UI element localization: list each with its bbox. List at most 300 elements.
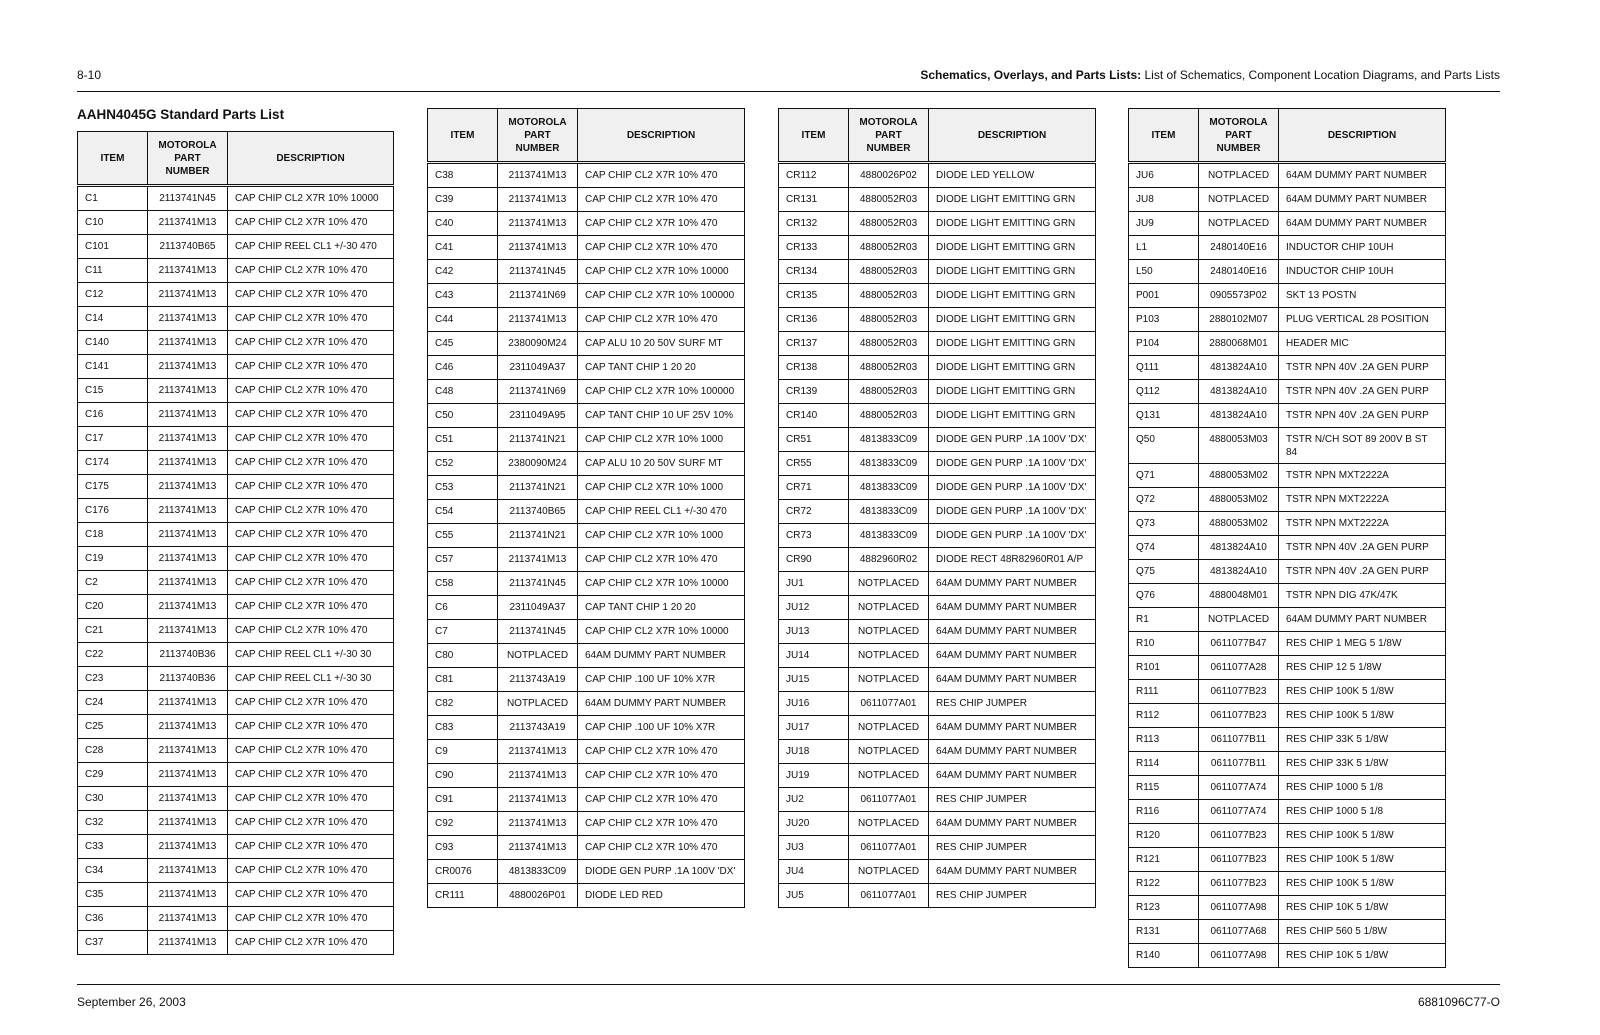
table-row <box>428 524 745 548</box>
table-row <box>1129 656 1446 680</box>
table-row <box>78 667 394 691</box>
item-cell: CR139 <box>779 380 849 404</box>
part-number-cell: 2311049A95 <box>498 404 578 428</box>
column-header-part-line: NUMBER <box>165 165 210 177</box>
item-cell: JU5 <box>779 884 849 908</box>
table-row <box>779 644 1096 668</box>
part-number-cell: 4882960R02 <box>849 548 929 572</box>
table-row <box>1129 752 1446 776</box>
description-cell: 64AM DUMMY PART NUMBER <box>929 596 1096 620</box>
footer-doc-code: 6881096C77-O <box>1417 995 1500 1009</box>
part-number-cell: 2113741M13 <box>148 331 228 355</box>
description-cell: DIODE GEN PURP .1A 100V 'DX' <box>929 452 1096 476</box>
table-row <box>78 691 394 715</box>
description-cell: CAP CHIP CL2 X7R 10% 470 <box>228 739 394 763</box>
description-cell: TSTR NPN MXT2222A <box>1279 512 1446 536</box>
table-row <box>779 788 1096 812</box>
table-row <box>428 596 745 620</box>
part-number-cell: 2113743A19 <box>498 716 578 740</box>
part-number-cell: 2113740B36 <box>148 643 228 667</box>
part-number-cell: 2880102M07 <box>1199 308 1279 332</box>
description-cell: CAP ALU 10 20 50V SURF MT <box>578 332 745 356</box>
description-cell: CAP CHIP REEL CL1 +/-30 30 <box>228 643 394 667</box>
table-row <box>78 739 394 763</box>
part-number-cell: 2113741M13 <box>148 403 228 427</box>
part-number-cell: 0611077A98 <box>1199 944 1279 968</box>
column-header-part-line: NUMBER <box>1216 142 1261 154</box>
part-number-cell: 2113741M13 <box>498 212 578 236</box>
table-row <box>779 524 1096 548</box>
column-header-part-number <box>148 132 228 186</box>
part-number-cell: 4813824A10 <box>1199 404 1279 428</box>
item-cell: C18 <box>78 523 148 547</box>
part-number-cell: 2311049A37 <box>498 596 578 620</box>
description-cell: RES CHIP JUMPER <box>929 788 1096 812</box>
part-number-cell: 2113741M13 <box>148 523 228 547</box>
item-cell: R114 <box>1129 752 1199 776</box>
description-cell: CAP CHIP CL2 X7R 10% 470 <box>228 715 394 739</box>
table-row <box>428 188 745 212</box>
description-cell: CAP CHIP CL2 X7R 10% 10000 <box>578 620 745 644</box>
table-row <box>1129 632 1446 656</box>
item-cell: R131 <box>1129 920 1199 944</box>
parts-table-1 <box>77 131 394 955</box>
item-cell: C54 <box>428 500 498 524</box>
description-cell: CAP CHIP CL2 X7R 10% 470 <box>578 188 745 212</box>
item-cell: C81 <box>428 668 498 692</box>
table-row <box>779 620 1096 644</box>
table-row <box>779 836 1096 860</box>
column-header-item: ITEM <box>1129 109 1199 163</box>
table-row <box>428 836 745 860</box>
table-row <box>1129 380 1446 404</box>
table-row <box>78 283 394 307</box>
item-cell: CR135 <box>779 284 849 308</box>
table-row <box>779 452 1096 476</box>
description-cell: RES CHIP 12 5 1/8W <box>1279 656 1446 680</box>
item-cell: C17 <box>78 427 148 451</box>
item-cell: C19 <box>78 547 148 571</box>
table-row <box>428 812 745 836</box>
table-row <box>78 355 394 379</box>
column-header-part-line: MOTOROLA <box>859 116 918 128</box>
item-cell: C40 <box>428 212 498 236</box>
part-number-cell: 4813833C09 <box>849 452 929 476</box>
item-cell: C22 <box>78 643 148 667</box>
description-cell: CAP CHIP CL2 X7R 10% 1000 <box>578 524 745 548</box>
table-row <box>428 260 745 284</box>
table-row <box>428 332 745 356</box>
item-cell: Q73 <box>1129 512 1199 536</box>
part-number-cell: 4813824A10 <box>1199 560 1279 584</box>
table-row <box>779 188 1096 212</box>
table-row <box>1129 212 1446 236</box>
part-number-cell: 2113741M13 <box>148 451 228 475</box>
part-number-cell: 2113743A19 <box>498 668 578 692</box>
item-cell: C34 <box>78 859 148 883</box>
column-header-description: DESCRIPTION <box>1279 109 1446 163</box>
table-row <box>779 212 1096 236</box>
table-row <box>428 308 745 332</box>
description-cell: CAP CHIP CL2 X7R 10% 470 <box>578 812 745 836</box>
item-cell: Q111 <box>1129 356 1199 380</box>
part-number-cell: 0611077A98 <box>1199 896 1279 920</box>
description-cell: RES CHIP 33K 5 1/8W <box>1279 752 1446 776</box>
part-number-cell: 0905573P02 <box>1199 284 1279 308</box>
part-number-cell: NOTPLACED <box>849 572 929 596</box>
column-header-part-line: NUMBER <box>515 142 560 154</box>
description-cell: 64AM DUMMY PART NUMBER <box>929 620 1096 644</box>
description-cell: TSTR NPN DIG 47K/47K <box>1279 584 1446 608</box>
table-row <box>78 883 394 907</box>
item-cell: C93 <box>428 836 498 860</box>
part-number-cell: NOTPLACED <box>1199 163 1279 188</box>
item-cell: C101 <box>78 235 148 259</box>
part-number-cell: 0611077A01 <box>849 788 929 812</box>
part-number-cell: NOTPLACED <box>849 764 929 788</box>
table-row <box>779 404 1096 428</box>
table-row <box>428 692 745 716</box>
table-row <box>1129 920 1446 944</box>
item-cell: JU1 <box>779 572 849 596</box>
part-number-cell: 2113741M13 <box>148 307 228 331</box>
part-number-cell: 2113741M13 <box>148 931 228 955</box>
part-number-cell: 2113741M13 <box>148 475 228 499</box>
table-row <box>428 764 745 788</box>
part-number-cell: 4813833C09 <box>849 524 929 548</box>
description-cell: SKT 13 POSTN <box>1279 284 1446 308</box>
item-cell: CR112 <box>779 163 849 188</box>
item-cell: C23 <box>78 667 148 691</box>
item-cell: R112 <box>1129 704 1199 728</box>
item-cell: C9 <box>428 740 498 764</box>
item-cell: R111 <box>1129 680 1199 704</box>
part-number-cell: NOTPLACED <box>498 692 578 716</box>
description-cell: RES CHIP JUMPER <box>929 692 1096 716</box>
part-number-cell: 0611077A01 <box>849 692 929 716</box>
description-cell: 64AM DUMMY PART NUMBER <box>929 572 1096 596</box>
table-row <box>779 884 1096 908</box>
item-cell: C57 <box>428 548 498 572</box>
part-number-cell: 0611077A01 <box>849 836 929 860</box>
part-number-cell: NOTPLACED <box>849 620 929 644</box>
parts-table-3 <box>778 108 1096 908</box>
description-cell: CAP CHIP CL2 X7R 10% 470 <box>228 547 394 571</box>
description-cell: 64AM DUMMY PART NUMBER <box>1279 212 1446 236</box>
item-cell: CR51 <box>779 428 849 452</box>
table-row <box>428 644 745 668</box>
part-number-cell: 4880052R03 <box>849 308 929 332</box>
item-cell: C51 <box>428 428 498 452</box>
item-cell: C42 <box>428 260 498 284</box>
part-number-cell: 4880052R03 <box>849 284 929 308</box>
description-cell: DIODE GEN PURP .1A 100V 'DX' <box>578 860 745 884</box>
part-number-cell: NOTPLACED <box>849 716 929 740</box>
table-row <box>779 716 1096 740</box>
description-cell: RES CHIP 33K 5 1/8W <box>1279 728 1446 752</box>
item-cell: C80 <box>428 644 498 668</box>
part-number-cell: 2113741M13 <box>498 308 578 332</box>
item-cell: C32 <box>78 811 148 835</box>
table-row <box>779 476 1096 500</box>
table-header-row <box>1129 109 1446 163</box>
part-number-cell: 2113741N45 <box>148 186 228 211</box>
description-cell: CAP CHIP .100 UF 10% X7R <box>578 668 745 692</box>
part-number-cell: 4813824A10 <box>1199 356 1279 380</box>
description-cell: DIODE LIGHT EMITTING GRN <box>929 308 1096 332</box>
description-cell: CAP CHIP CL2 X7R 10% 470 <box>578 836 745 860</box>
table-row <box>428 548 745 572</box>
table-row <box>1129 896 1446 920</box>
item-cell: C141 <box>78 355 148 379</box>
table-row <box>78 715 394 739</box>
description-cell: CAP CHIP CL2 X7R 10% 470 <box>228 811 394 835</box>
item-cell: R123 <box>1129 896 1199 920</box>
description-cell: RES CHIP JUMPER <box>929 836 1096 860</box>
description-cell: CAP CHIP REEL CL1 +/-30 470 <box>228 235 394 259</box>
table-row <box>78 547 394 571</box>
table-header-row <box>779 109 1096 163</box>
table-row <box>428 356 745 380</box>
table-row <box>428 740 745 764</box>
part-number-cell: 2113741N45 <box>498 260 578 284</box>
item-cell: CR55 <box>779 452 849 476</box>
description-cell: CAP CHIP CL2 X7R 10% 470 <box>228 763 394 787</box>
description-cell: CAP CHIP .100 UF 10% X7R <box>578 716 745 740</box>
part-number-cell: 0611077B11 <box>1199 752 1279 776</box>
description-cell: CAP CHIP CL2 X7R 10% 470 <box>228 331 394 355</box>
table-row <box>428 788 745 812</box>
table-row <box>779 428 1096 452</box>
description-cell: DIODE LIGHT EMITTING GRN <box>929 356 1096 380</box>
table-row <box>428 860 745 884</box>
item-cell: JU6 <box>1129 163 1199 188</box>
part-number-cell: 2113741M13 <box>148 691 228 715</box>
item-cell: Q74 <box>1129 536 1199 560</box>
description-cell: 64AM DUMMY PART NUMBER <box>929 860 1096 884</box>
description-cell: 64AM DUMMY PART NUMBER <box>1279 163 1446 188</box>
description-cell: TSTR N/CH SOT 89 200V B ST 84 <box>1279 428 1446 464</box>
description-cell: DIODE LIGHT EMITTING GRN <box>929 332 1096 356</box>
item-cell: Q72 <box>1129 488 1199 512</box>
table-row <box>1129 512 1446 536</box>
description-cell: CAP CHIP CL2 X7R 10% 100000 <box>578 284 745 308</box>
column-header-part-line: NUMBER <box>866 142 911 154</box>
part-number-cell: 4813833C09 <box>849 428 929 452</box>
item-cell: C11 <box>78 259 148 283</box>
table-row <box>779 500 1096 524</box>
table-row <box>78 307 394 331</box>
table-row <box>1129 404 1446 428</box>
part-number-cell: 2113741M13 <box>498 548 578 572</box>
parts-table-4 <box>1128 108 1446 968</box>
item-cell: JU3 <box>779 836 849 860</box>
table-row <box>78 859 394 883</box>
description-cell: RES CHIP 1000 5 1/8 <box>1279 776 1446 800</box>
item-cell: C25 <box>78 715 148 739</box>
column-header-part-line: MOTOROLA <box>1209 116 1268 128</box>
description-cell: CAP TANT CHIP 1 20 20 <box>578 596 745 620</box>
part-number-cell: 2113741M13 <box>148 619 228 643</box>
table-row <box>779 740 1096 764</box>
description-cell: RES CHIP 1 MEG 5 1/8W <box>1279 632 1446 656</box>
table-row <box>78 931 394 955</box>
description-cell: CAP CHIP CL2 X7R 10% 100000 <box>578 380 745 404</box>
description-cell: TSTR NPN MXT2222A <box>1279 464 1446 488</box>
part-number-cell: NOTPLACED <box>849 860 929 884</box>
item-cell: CR0076 <box>428 860 498 884</box>
description-cell: CAP CHIP CL2 X7R 10% 470 <box>578 764 745 788</box>
part-number-cell: 2113741M13 <box>148 379 228 403</box>
description-cell: INDUCTOR CHIP 10UH <box>1279 236 1446 260</box>
description-cell: CAP CHIP CL2 X7R 10% 470 <box>228 931 394 955</box>
description-cell: TSTR NPN 40V .2A GEN PURP <box>1279 536 1446 560</box>
item-cell: JU17 <box>779 716 849 740</box>
part-number-cell: 2113741M13 <box>498 812 578 836</box>
item-cell: C1 <box>78 186 148 211</box>
column-header-part-number <box>498 109 578 163</box>
description-cell: DIODE GEN PURP .1A 100V 'DX' <box>929 428 1096 452</box>
part-number-cell: 2113741M13 <box>148 283 228 307</box>
description-cell: CAP CHIP REEL CL1 +/-30 30 <box>228 667 394 691</box>
table-row <box>1129 560 1446 584</box>
table-row <box>78 259 394 283</box>
description-cell: CAP CHIP CL2 X7R 10% 470 <box>228 835 394 859</box>
table-row <box>428 236 745 260</box>
part-number-cell: 4813824A10 <box>1199 536 1279 560</box>
part-number-cell: 2113741M13 <box>498 163 578 188</box>
table-row <box>1129 188 1446 212</box>
table-row <box>428 668 745 692</box>
header-rule <box>77 91 1500 92</box>
table-row <box>1129 308 1446 332</box>
part-number-cell: NOTPLACED <box>1199 212 1279 236</box>
part-number-cell: 4880048M01 <box>1199 584 1279 608</box>
part-number-cell: 0611077B23 <box>1199 704 1279 728</box>
description-cell: 64AM DUMMY PART NUMBER <box>929 644 1096 668</box>
table-row <box>779 236 1096 260</box>
item-cell: JU15 <box>779 668 849 692</box>
part-number-cell: 4880052R03 <box>849 404 929 428</box>
item-cell: CR72 <box>779 500 849 524</box>
table-row <box>78 331 394 355</box>
item-cell: R101 <box>1129 656 1199 680</box>
part-number-cell: 2113741M13 <box>148 907 228 931</box>
description-cell: CAP CHIP CL2 X7R 10% 470 <box>228 355 394 379</box>
table-row <box>1129 284 1446 308</box>
part-number-cell: 4813833C09 <box>849 476 929 500</box>
item-cell: C38 <box>428 163 498 188</box>
item-cell: C7 <box>428 620 498 644</box>
item-cell: Q112 <box>1129 380 1199 404</box>
item-cell: JU20 <box>779 812 849 836</box>
description-cell: CAP CHIP CL2 X7R 10% 470 <box>228 211 394 235</box>
item-cell: P001 <box>1129 284 1199 308</box>
part-number-cell: 4813833C09 <box>849 500 929 524</box>
description-cell: CAP CHIP CL2 X7R 10% 1000 <box>578 476 745 500</box>
part-number-cell: 0611077A01 <box>849 884 929 908</box>
description-cell: PLUG VERTICAL 28 POSITION <box>1279 308 1446 332</box>
part-number-cell: 4880053M02 <box>1199 512 1279 536</box>
item-cell: Q50 <box>1129 428 1199 464</box>
table-row <box>428 500 745 524</box>
item-cell: R10 <box>1129 632 1199 656</box>
item-cell: C35 <box>78 883 148 907</box>
table-row <box>779 596 1096 620</box>
table-row <box>78 787 394 811</box>
item-cell: CR111 <box>428 884 498 908</box>
table-row <box>78 835 394 859</box>
item-cell: C29 <box>78 763 148 787</box>
item-cell: C6 <box>428 596 498 620</box>
part-number-cell: 2380090M24 <box>498 452 578 476</box>
item-cell: JU19 <box>779 764 849 788</box>
item-cell: C90 <box>428 764 498 788</box>
part-number-cell: 4880052R03 <box>849 356 929 380</box>
item-cell: L50 <box>1129 260 1199 284</box>
table-row <box>779 308 1096 332</box>
item-cell: CR71 <box>779 476 849 500</box>
description-cell: CAP ALU 10 20 50V SURF MT <box>578 452 745 476</box>
table-header-row <box>428 109 745 163</box>
table-row <box>1129 944 1446 968</box>
description-cell: CAP CHIP CL2 X7R 10% 470 <box>578 548 745 572</box>
description-cell: CAP CHIP CL2 X7R 10% 470 <box>578 308 745 332</box>
table-row <box>78 619 394 643</box>
description-cell: CAP CHIP REEL CL1 +/-30 470 <box>578 500 745 524</box>
description-cell: DIODE LIGHT EMITTING GRN <box>929 188 1096 212</box>
part-number-cell: 4880026P01 <box>498 884 578 908</box>
description-cell: 64AM DUMMY PART NUMBER <box>929 812 1096 836</box>
description-cell: RES CHIP 10K 5 1/8W <box>1279 944 1446 968</box>
part-number-cell: 2113741M13 <box>498 188 578 212</box>
description-cell: RES CHIP 560 5 1/8W <box>1279 920 1446 944</box>
description-cell: CAP CHIP CL2 X7R 10% 10000 <box>578 260 745 284</box>
table-row <box>428 380 745 404</box>
table-row <box>78 595 394 619</box>
part-number-cell: 2113741M13 <box>148 595 228 619</box>
item-cell: JU13 <box>779 620 849 644</box>
item-cell: CR133 <box>779 236 849 260</box>
part-number-cell: 4813824A10 <box>1199 380 1279 404</box>
table-row <box>428 163 745 188</box>
column-header-part-number <box>1199 109 1279 163</box>
part-number-cell: 2113741N45 <box>498 620 578 644</box>
description-cell: TSTR NPN 40V .2A GEN PURP <box>1279 404 1446 428</box>
table-row <box>1129 608 1446 632</box>
description-cell: CAP CHIP CL2 X7R 10% 470 <box>578 236 745 260</box>
description-cell: CAP CHIP CL2 X7R 10% 470 <box>228 403 394 427</box>
table-row <box>779 860 1096 884</box>
description-cell: CAP CHIP CL2 X7R 10% 470 <box>228 907 394 931</box>
part-number-cell: 2380090M24 <box>498 332 578 356</box>
part-number-cell: 2311049A37 <box>498 356 578 380</box>
table-row <box>428 620 745 644</box>
description-cell: CAP CHIP CL2 X7R 10% 10000 <box>578 572 745 596</box>
description-cell: CAP CHIP CL2 X7R 10% 470 <box>228 619 394 643</box>
description-cell: TSTR NPN 40V .2A GEN PURP <box>1279 380 1446 404</box>
footer-rule <box>77 984 1500 985</box>
item-cell: C92 <box>428 812 498 836</box>
item-cell: C43 <box>428 284 498 308</box>
item-cell: C37 <box>78 931 148 955</box>
part-number-cell: 2113741M13 <box>148 547 228 571</box>
part-number-cell: 2113741M13 <box>148 835 228 859</box>
item-cell: C28 <box>78 739 148 763</box>
part-number-cell: 2113741M13 <box>148 571 228 595</box>
parts-table-2 <box>427 108 745 908</box>
table-row <box>1129 704 1446 728</box>
